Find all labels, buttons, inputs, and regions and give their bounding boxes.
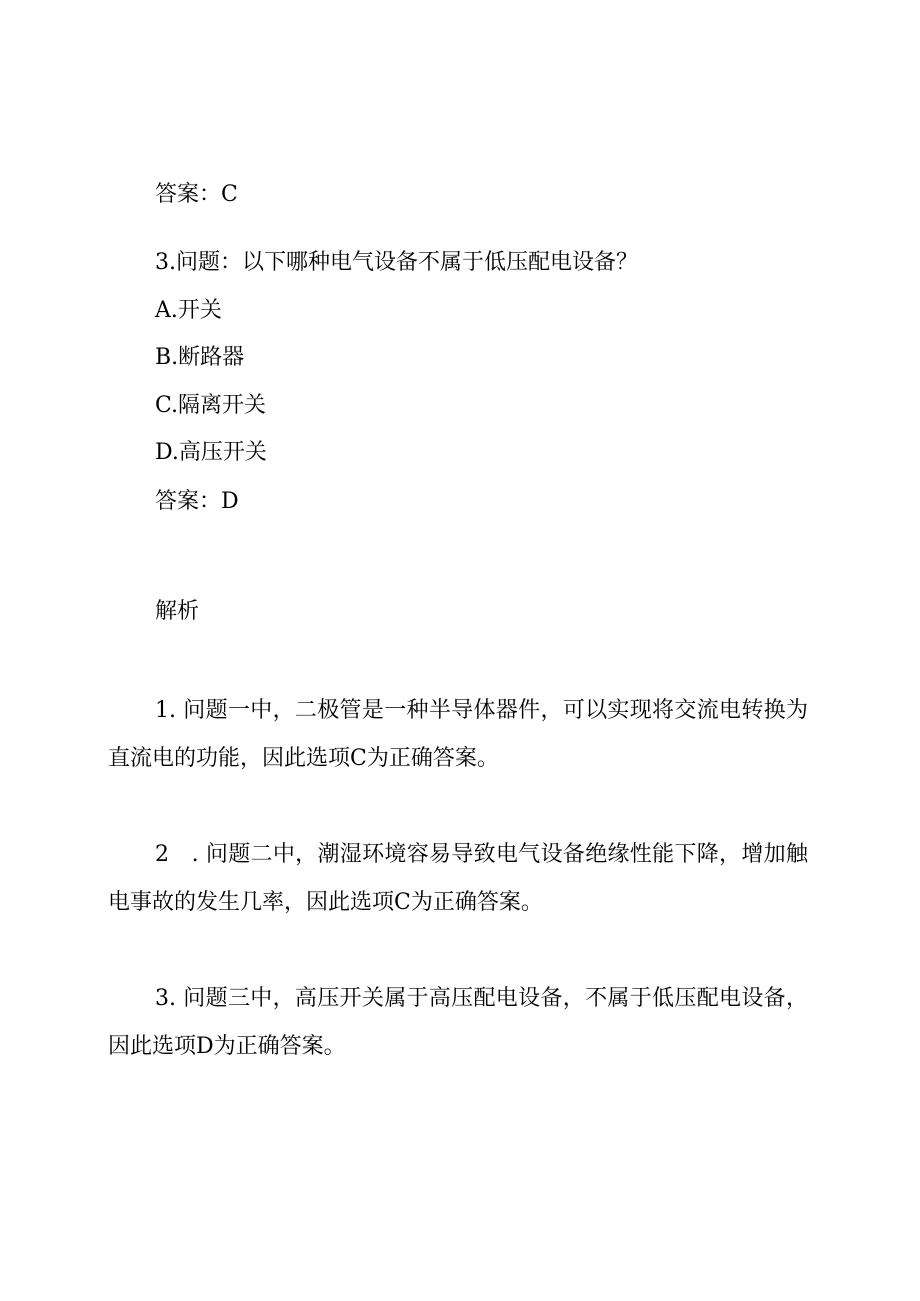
- q3-question: 3.问题：以下哪种电气设备不属于低压配电设备？: [155, 250, 638, 275]
- analysis-heading: 解析: [155, 599, 200, 624]
- q3-option-b: B.断路器: [155, 345, 245, 370]
- analysis-item-1: 1. 问题一中，二极管是一种半导体器件，可以实现将交流电转换为直流电的功能，因此选项C为正确答案。: [108, 698, 808, 771]
- q3-option-a: A.开关: [155, 298, 222, 323]
- analysis-item-3: 3. 问题三中，高压开关属于高压配电设备，不属于低压配电设备，因此选项D为正确答案。: [108, 986, 808, 1059]
- q2-answer: 答案：C: [155, 182, 238, 207]
- q3-answer: 答案：D: [155, 489, 239, 514]
- q3-option-c: C.隔离开关: [155, 393, 267, 418]
- q3-option-d: D.高压开关: [155, 440, 267, 465]
- analysis-item-2: 2 . 问题二中，潮湿环境容易导致电气设备绝缘性能下降，增加触电事故的发生几率，因此选项C为正确答案。: [108, 842, 808, 915]
